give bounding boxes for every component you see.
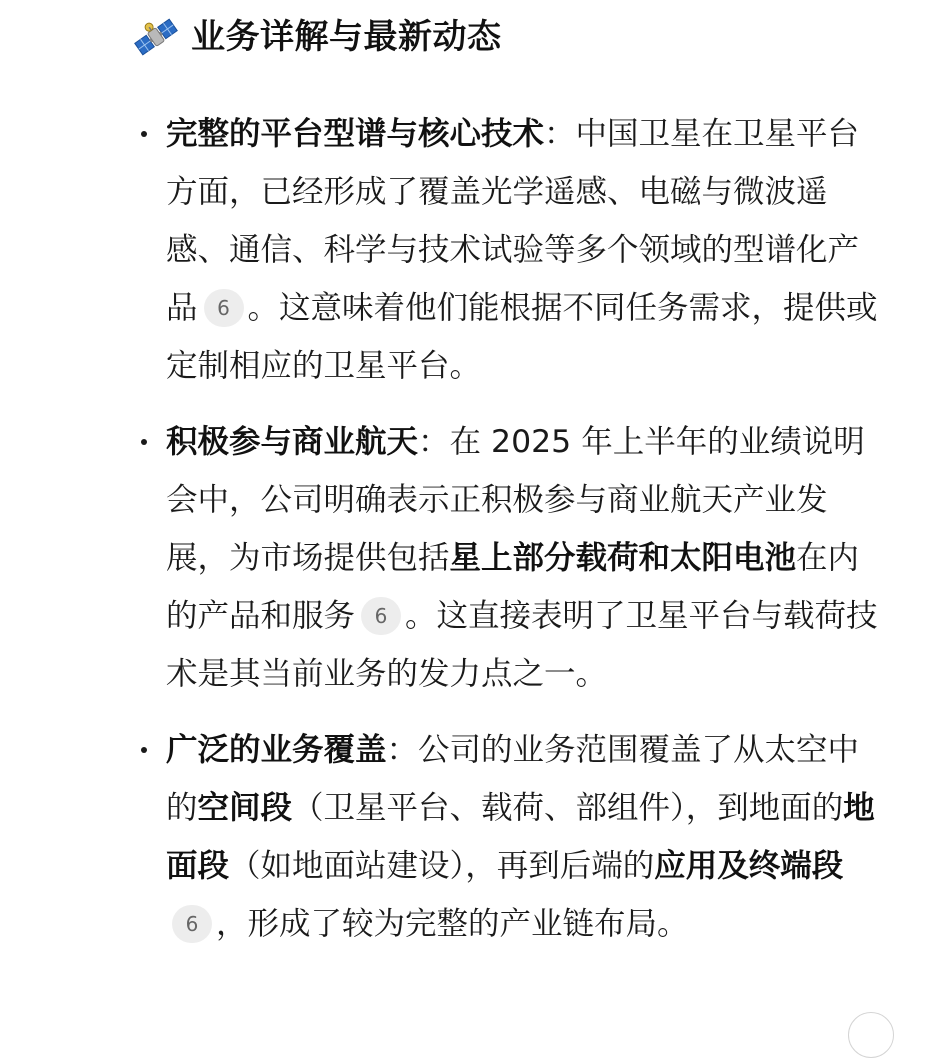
item-text: （如地面站建设），再到后端的 xyxy=(229,848,655,884)
item-emphasis: 空间段 xyxy=(197,790,293,826)
item-emphasis: 星上部分载荷和太阳电池 xyxy=(449,540,797,576)
citation-badge[interactable]: 6 xyxy=(361,597,401,635)
item-separator: ： xyxy=(544,116,576,152)
section-heading xyxy=(133,12,502,62)
item-text: 在 2025 年上半年的业绩说明会中，公司明确表示正积极参与商业航天产业发展，为市场提供包括 xyxy=(166,424,865,576)
item-title: 积极参与商业航天 xyxy=(166,424,419,460)
item-separator: ： xyxy=(418,424,450,460)
item-title: 完整的平台型谱与核心技术 xyxy=(166,116,545,152)
satellite-icon xyxy=(133,14,179,60)
list-item xyxy=(166,105,886,395)
item-text: 中国卫星在卫星平台方面，已经形成了覆盖光学遥感、电磁与微波遥感、通信、科学与技术试验等多个领域的型谱化产品 xyxy=(166,116,860,326)
item-text: ，形成了较为完整的产业链布局。 xyxy=(216,906,689,942)
item-emphasis: 地面段 xyxy=(166,790,875,884)
scroll-button[interactable] xyxy=(848,1012,894,1058)
item-title: 广泛的业务覆盖 xyxy=(166,732,387,768)
item-text: 公司的业务范围覆盖了从太空中的 xyxy=(166,732,860,826)
bullet-dot xyxy=(141,747,147,753)
citation-badge[interactable]: 6 xyxy=(172,905,212,943)
citation-badge[interactable]: 6 xyxy=(204,289,244,327)
item-text: （卫星平台、载荷、部组件），到地面的 xyxy=(292,790,844,826)
item-emphasis: 应用及终端段 xyxy=(654,848,844,884)
section-title: 业务详解与最新动态 xyxy=(191,17,502,57)
list-item xyxy=(166,413,886,703)
item-text: 。这意味着他们能根据不同任务需求，提供或定制相应的卫星平台。 xyxy=(166,290,878,384)
list-item xyxy=(166,721,886,953)
item-separator: ： xyxy=(386,732,419,768)
bullet-list xyxy=(0,105,932,971)
bullet-dot xyxy=(141,439,147,445)
bullet-dot xyxy=(141,131,147,137)
item-text: 。这直接表明了卫星平台与载荷技术是其当前业务的发力点之一。 xyxy=(166,598,878,692)
item-text: 在内的产品和服务 xyxy=(166,540,860,634)
